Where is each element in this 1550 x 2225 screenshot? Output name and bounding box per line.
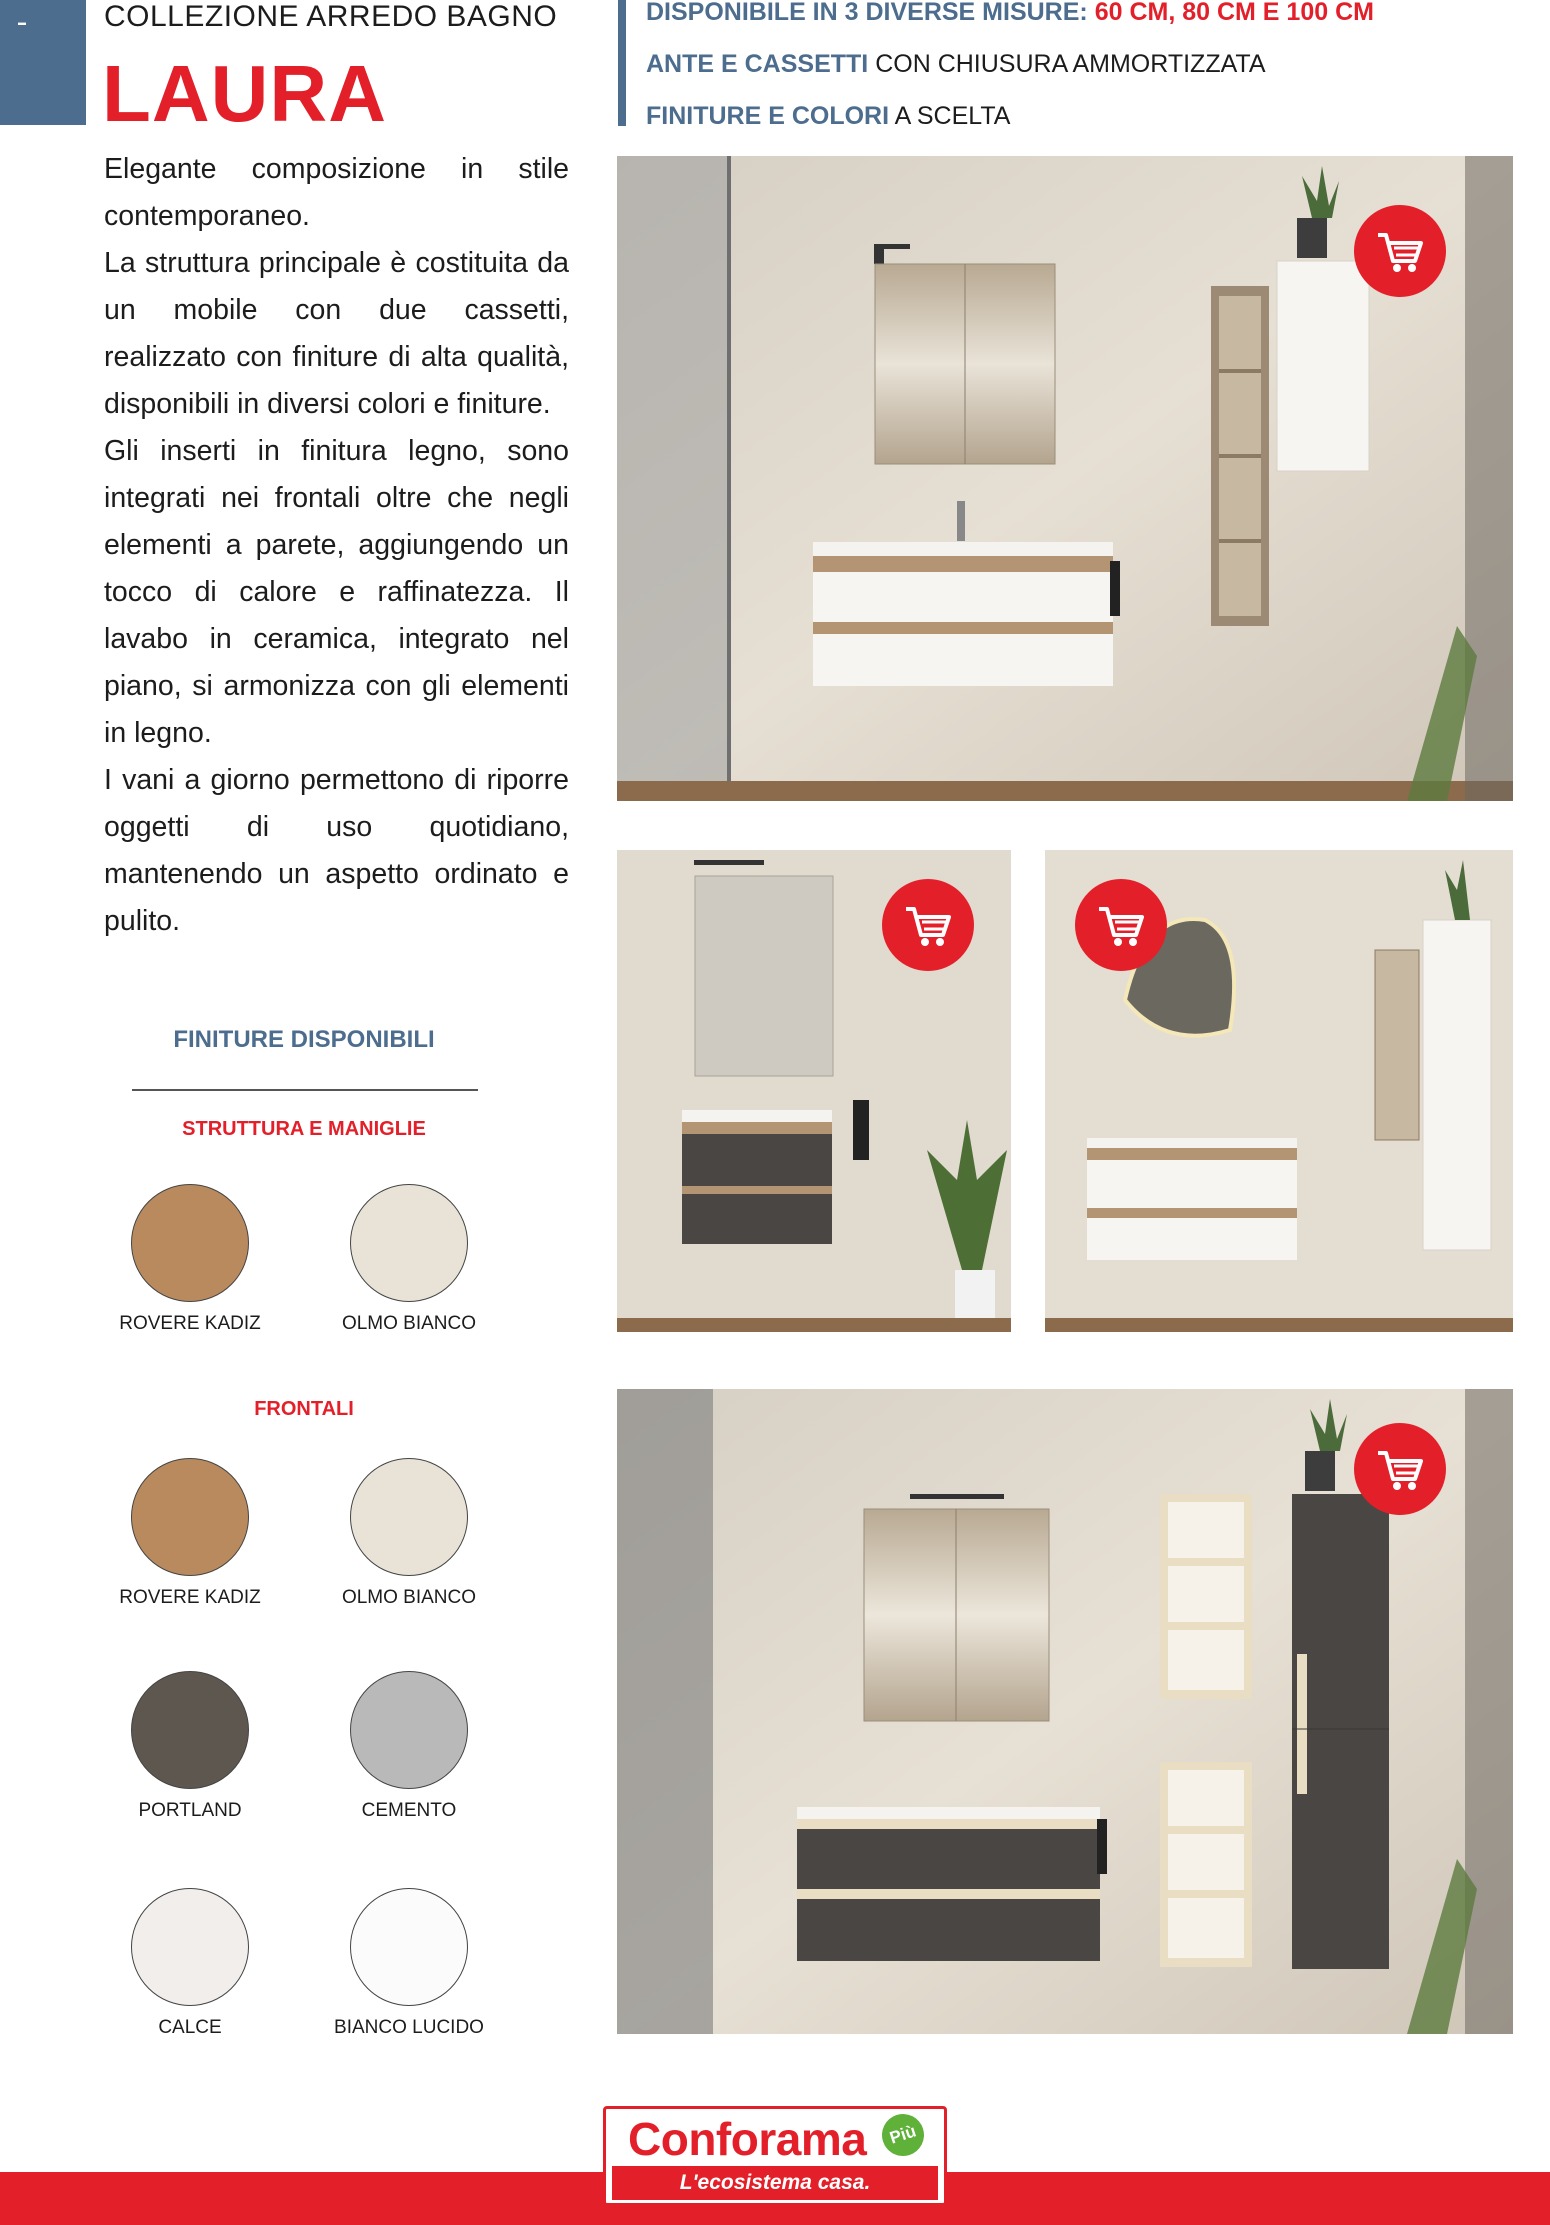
collection-label: COLLEZIONE ARREDO BAGNO	[104, 0, 558, 33]
finish-swatch-label: ROVERE KADIZ	[119, 1587, 261, 1608]
fronts-group-title: FRONTALI	[254, 1398, 354, 1420]
shopping-cart-icon[interactable]	[1354, 205, 1446, 297]
product-title: LAURA	[102, 49, 387, 138]
finish-swatch-label: CEMENTO	[361, 1800, 457, 1821]
feature-sizes-highlight: DISPONIBILE IN 3 DIVERSE MISURE:	[646, 0, 1088, 26]
finish-swatch[interactable]	[131, 1184, 249, 1302]
features-accent-bar	[618, 0, 626, 126]
feature-sizes	[646, 0, 1374, 27]
finish-swatch[interactable]	[131, 1671, 249, 1789]
description-paragraph: La struttura principale è costituita da un mobile con due cassetti, realizzato con finiture di alta qualità, disponibili in diversi colori e finiture.	[104, 247, 569, 420]
description-paragraph: Elegante composizione in stile contemporaneo.	[104, 153, 569, 232]
finish-swatch-label: BIANCO LUCIDO	[334, 2017, 484, 2038]
finish-swatch-label: OLMO BIANCO	[341, 1587, 477, 1608]
shopping-cart-icon[interactable]	[1354, 1423, 1446, 1515]
finishes-divider	[132, 1089, 478, 1091]
feature-closing-text: CON CHIUSURA AMMORTIZZATA	[875, 50, 1266, 78]
finish-swatch-label: OLMO BIANCO	[341, 1313, 477, 1334]
feature-finishes	[646, 102, 1010, 131]
flag-icon: ▬	[18, 18, 26, 27]
finish-swatch[interactable]	[350, 1184, 468, 1302]
structure-group-title: STRUTTURA E MANIGLIE	[182, 1118, 426, 1140]
header-tag-block	[0, 0, 86, 125]
finish-swatch-label: PORTLAND	[138, 1800, 242, 1821]
logo-piu-badge: Più	[877, 2109, 930, 2162]
finish-swatch-label: ROVERE KADIZ	[119, 1313, 261, 1334]
finish-swatch[interactable]	[131, 1458, 249, 1576]
feature-finishes-text: A SCELTA	[894, 102, 1011, 130]
finish-swatch[interactable]	[131, 1888, 249, 2006]
shopping-cart-icon[interactable]	[1075, 879, 1167, 971]
feature-closing	[646, 50, 1266, 79]
finish-swatch[interactable]	[350, 1671, 468, 1789]
feature-finishes-highlight: FINITURE E COLORI	[646, 102, 890, 130]
logo-tagline: L'ecosistema casa.	[612, 2166, 938, 2200]
description-paragraph: Gli inserti in finitura legno, sono integrati nei frontali oltre che negli elementi a parete, aggiungendo un tocco di calore e raffinatezza. Il lavabo in ceramica, integrato nel piano, si armonizza con gli elementi in legno.	[104, 435, 569, 749]
feature-closing-highlight: ANTE E CASSETTI	[646, 50, 869, 78]
shopping-cart-icon[interactable]	[882, 879, 974, 971]
product-description	[104, 146, 569, 945]
finish-swatch-label: CALCE	[158, 2017, 222, 2038]
logo-wordmark: Conforama	[628, 2113, 867, 2165]
feature-sizes-values: 60 CM, 80 CM E 100 CM	[1094, 0, 1374, 26]
finish-swatch[interactable]	[350, 1458, 468, 1576]
finish-swatch[interactable]	[350, 1888, 468, 2006]
description-paragraph: I vani a giorno permettono di riporre oggetti di uso quotidiano, mantenendo un aspetto ordinato e pulito.	[104, 764, 569, 937]
finishes-title: FINITURE DISPONIBILI	[173, 1026, 435, 1053]
